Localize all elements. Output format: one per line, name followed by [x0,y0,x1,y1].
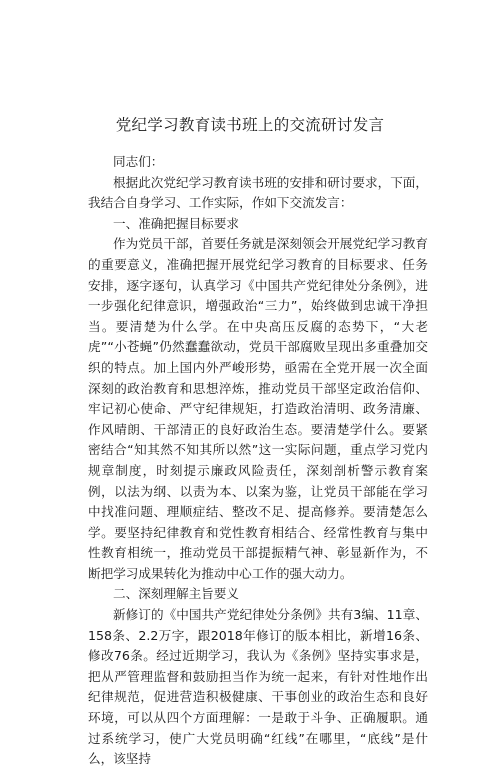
section-heading-1: 一、准确把握目标要求 [113,215,239,231]
paragraph-intro: 根据此次党纪学习教育读书班的安排和研讨要求，下面，我结合自身学习、工作实际，作如下交流发言： [88,174,428,211]
section-heading-2: 二、深刻理解主旨要义 [113,586,239,602]
document-title: 党纪学习教育读书班上的交流研讨发言 [115,116,385,134]
salutation: 同志们： [113,154,164,169]
paragraph-section-2: 新修订的《中国共产党纪律处分条例》共有3编、11章、158条、2.2万字，跟2018年修订的版本相比，新增16条、修改76条。经过近期学习，我认为《条例》坚持实事求是，把从严管理监督和鼓励担当作为统一起来，有针对性地作出纪律规范，促进营造积极健康、干事创业的政治生态和良好环境，可以从四个方面理解：一是敢于斗争、正确履职。通过系统学习，使广大党员明确“红线”在哪里，“底线”是什么，该坚持 [88,607,428,767]
paragraph-section-1: 作为党员干部，首要任务就是深刻领会开展党纪学习教育的重要意义，准确把握开展党纪学习教育的目标要求、任务安排，逐字逐句，认真学习《中国共产党纪律处分条例》，进一步强化纪律意识，增强政治“三力”，始终做到忠诚干净担当。要清楚为什么学。在中央高压反腐的态势下，“大老虎”“小苍蝇”仍然蠢蠢欲动，党员干部腐败呈现出多重叠加交织的特点。加上国内外严峻形势，亟需在全党开展一次全面深刻的政治教育和思想淬炼，推动党员干部坚定政治信仰、牢记初心使命、严守纪律规矩，打造政治清明、政务清廉、作风晴朗、干部清正的良好政治生态。要清楚学什么。要紧密结合“知其然不知其所以然”这一实际问题，重点学习党内规章制度，时刻提示廉政风险责任，深刻剖析警示教育案例，以法为纲、以责为本、以案为鉴，让党员干部能在学习中找准问题、理顺症结、整改不足、提高修养。要清楚怎么学。要坚持纪律教育和党性教育相结合、经常性教育与集中性教育相统一，推动党员干部提振精气神、彰显新作为，不断把学习成果转化为推动中心工作的强大动力。 [88,236,428,581]
document-body [88,152,428,770]
